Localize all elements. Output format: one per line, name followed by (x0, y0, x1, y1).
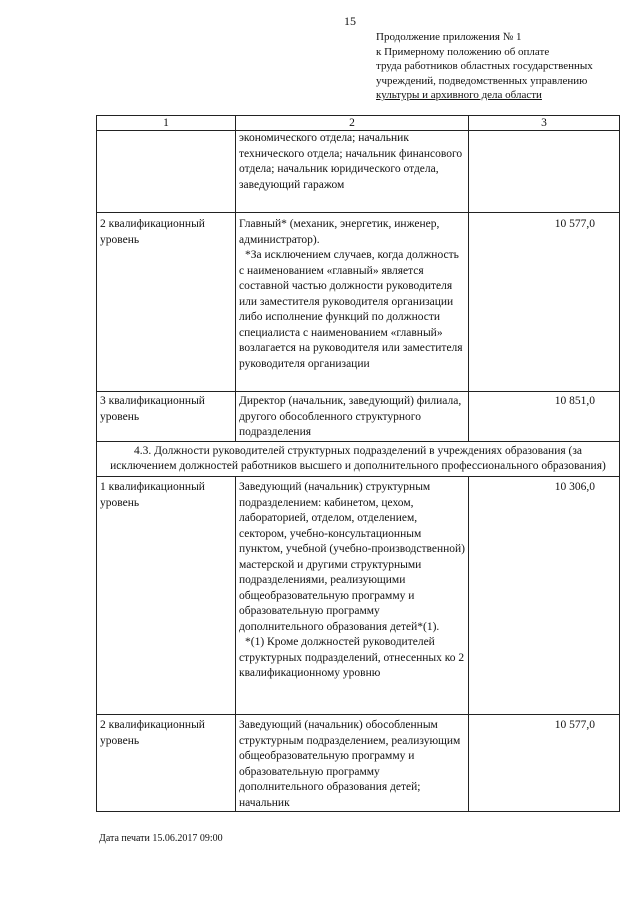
salary-table (96, 115, 620, 812)
level-cell: 2 квалификационный уровень (97, 715, 236, 812)
heading-line: учреждений, подведомственных управлению (376, 74, 588, 87)
print-date: Дата печати 15.06.2017 09:00 (99, 833, 223, 844)
positions-cell: экономического отдела; начальник технического отдела; начальник финансового отдела; начальник юридического отдела, заведующий гаражом (236, 131, 469, 213)
positions-cell: Директор (начальник, заведующий) филиала, другого обособленного структурного подразделения (236, 392, 469, 442)
table-row (97, 392, 620, 442)
level-cell (97, 131, 236, 213)
section-heading-row (97, 442, 620, 477)
salary-cell: 10 577,0 (469, 213, 620, 392)
salary-cell: 10 306,0 (469, 477, 620, 715)
table-header-row (97, 116, 620, 131)
positions-cell: Заведующий (начальник) обособленным структурным подразделением, реализующим общеобразовательную программу и образовательную программу дополнительного образования детей; начальник (236, 715, 469, 812)
heading-line: к Примерному положению об оплате (376, 45, 550, 58)
positions-text: Заведующий (начальник) структурным подразделением: кабинетом, цехом, лабораторией, отделом, отделением, сектором, учебно-консультационным пунктом, учебной (учебно-производственной) мастерской и другими структурными подразделениями, реализующими общеобразовательную программу и образовательную программу дополнительного образования детей*(1). (239, 481, 466, 633)
heading-line: Продолжение приложения № 1 (376, 31, 522, 43)
positions-text: Главный* (механик, энергетик, инженер, администратор). (239, 218, 440, 246)
column-header: 1 (97, 116, 236, 131)
column-header: 2 (236, 116, 469, 131)
table-row (97, 715, 620, 812)
level-cell: 1 квалификационный уровень (97, 477, 236, 715)
level-cell: 3 квалификационный уровень (97, 392, 236, 442)
footnote-text: *За исключением случаев, когда должность с наименованием «главный» является составной частью должности руководителя или заместителя руководителя организации либо исполнение функций по должности специалиста с наименованием «главный» возлагается на руководителя или заместителя руководителя организации (239, 249, 463, 370)
heading-line: культуры и архивного дела области (376, 89, 542, 101)
footnote-text: *(1) Кроме должностей руководителей структурных подразделений, отнесенных ко 2 квалификационному уровню (239, 636, 465, 679)
appendix-heading (376, 30, 626, 103)
column-header: 3 (469, 116, 620, 131)
positions-cell (236, 477, 469, 715)
table-row (97, 477, 620, 715)
heading-line: труда работников областных государственных (376, 60, 593, 72)
table-row (97, 213, 620, 392)
salary-cell: 10 577,0 (469, 715, 620, 812)
salary-cell: 10 851,0 (469, 392, 620, 442)
page-number: 15 (344, 14, 356, 28)
section-heading: 4.3. Должности руководителей структурных подразделений в учреждениях образования (за исключением должностей работников высшего и дополнительного профессионального образования) (97, 442, 620, 477)
positions-cell (236, 213, 469, 392)
level-cell: 2 квалификационный уровень (97, 213, 236, 392)
table-row (97, 131, 620, 213)
salary-cell (469, 131, 620, 213)
